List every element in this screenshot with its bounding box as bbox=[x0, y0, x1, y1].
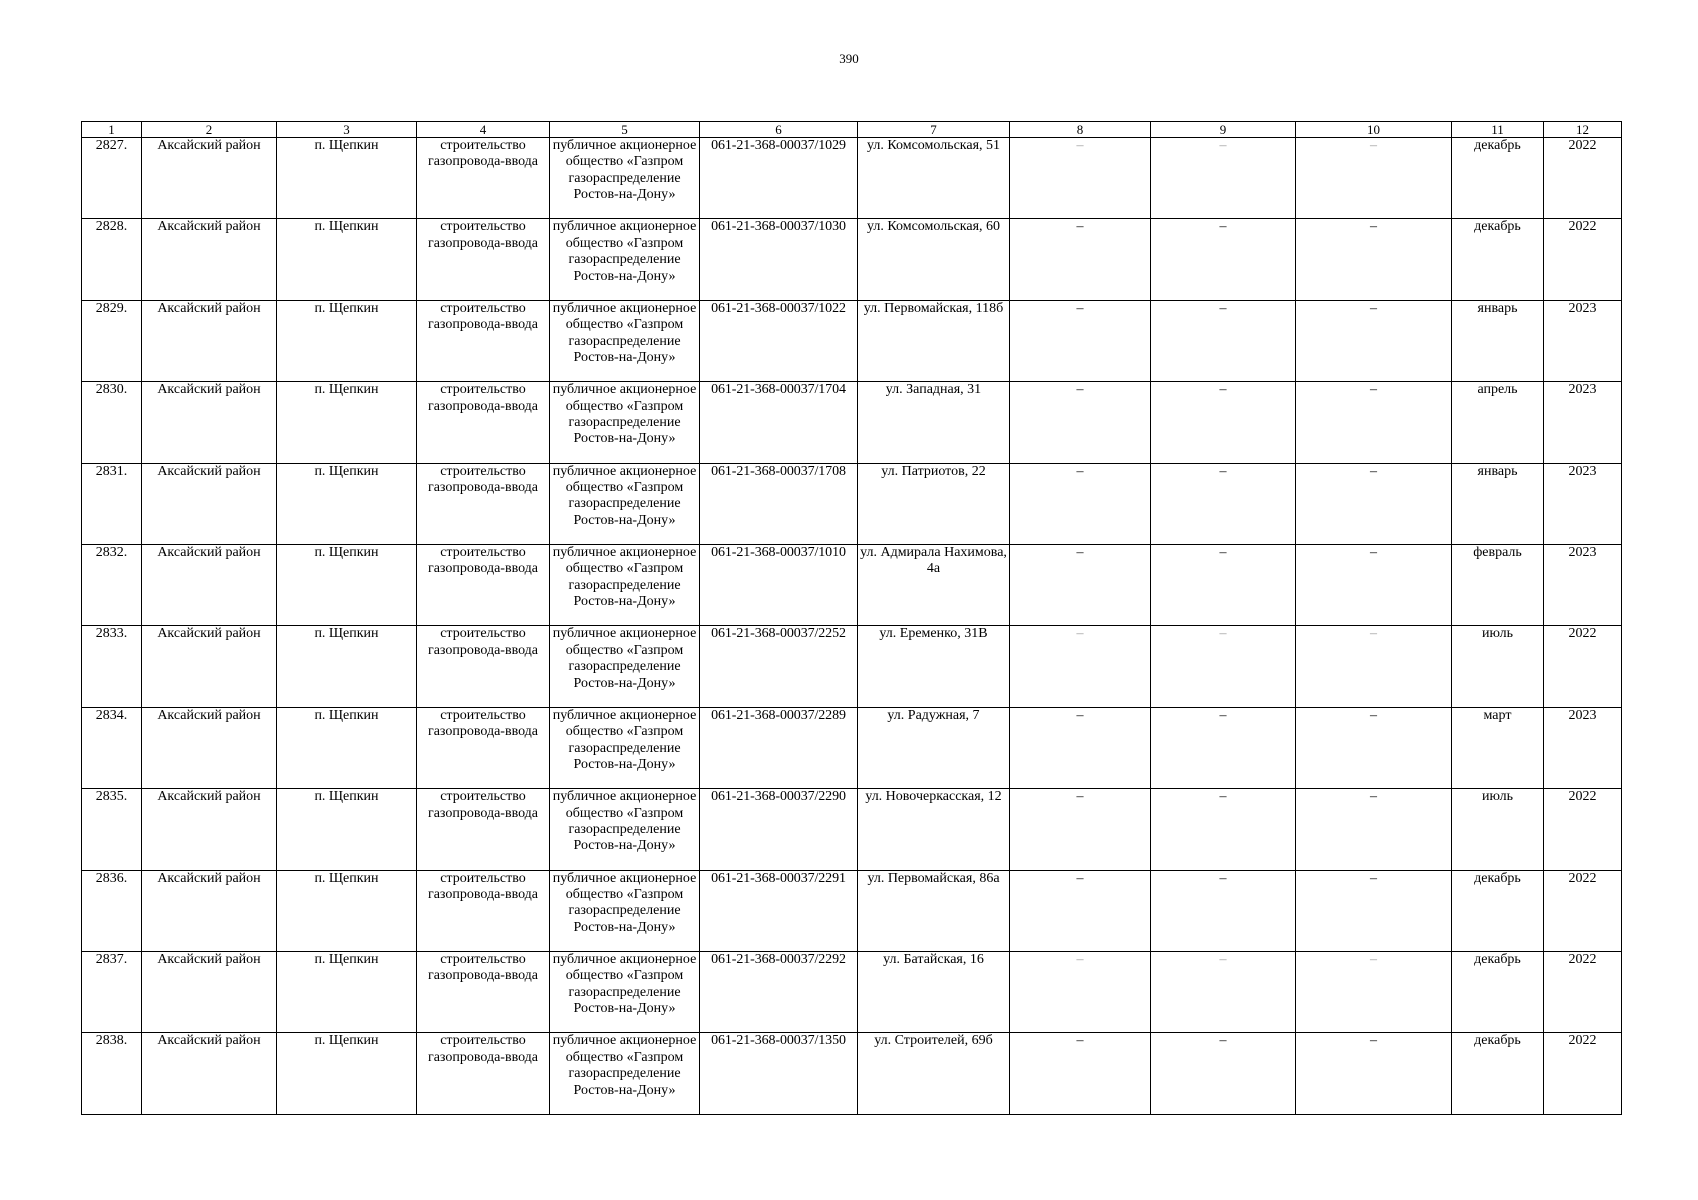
settlement-cell: п. Щепкин bbox=[277, 1033, 417, 1114]
registry-code-cell: 061-21-368-00037/2291 bbox=[700, 870, 858, 951]
settlement-cell: п. Щепкин bbox=[277, 300, 417, 381]
table-row bbox=[82, 382, 1622, 463]
district-cell: Аксайский район bbox=[142, 626, 277, 707]
table-row bbox=[82, 1033, 1622, 1114]
year-cell: 2022 bbox=[1544, 951, 1622, 1032]
column-9-cell: – bbox=[1151, 707, 1296, 788]
work-type-cell: строительство газопровода-ввода bbox=[417, 789, 550, 870]
registry-code-cell: 061-21-368-00037/1350 bbox=[700, 1033, 858, 1114]
month-cell: декабрь bbox=[1452, 951, 1544, 1032]
owner-cell: публичное акционерное общество «Газпром газораспределение Ростов-на-Дону» bbox=[550, 870, 700, 951]
address-cell: ул. Комсомольская, 60 bbox=[858, 219, 1010, 300]
column-10-cell: – bbox=[1296, 1033, 1452, 1114]
work-type-cell: строительство газопровода-ввода bbox=[417, 1033, 550, 1114]
table-row bbox=[82, 870, 1622, 951]
column-header-2: 2 bbox=[142, 122, 277, 138]
header-row bbox=[82, 122, 1622, 138]
column-10-cell: – bbox=[1296, 382, 1452, 463]
district-cell: Аксайский район bbox=[142, 138, 277, 219]
page-number: 390 bbox=[839, 51, 859, 66]
column-10-cell: – bbox=[1296, 463, 1452, 544]
district-cell: Аксайский район bbox=[142, 707, 277, 788]
column-8-cell: – bbox=[1010, 870, 1151, 951]
row-number-cell: 2838. bbox=[82, 1033, 142, 1114]
registry-code-cell: 061-21-368-00037/2252 bbox=[700, 626, 858, 707]
table-row bbox=[82, 219, 1622, 300]
address-cell: ул. Первомайская, 118б bbox=[858, 300, 1010, 381]
column-8-cell: – bbox=[1010, 626, 1151, 707]
column-9-cell: – bbox=[1151, 219, 1296, 300]
work-type-cell: строительство газопровода-ввода bbox=[417, 382, 550, 463]
column-9-cell: – bbox=[1151, 951, 1296, 1032]
year-cell: 2023 bbox=[1544, 300, 1622, 381]
month-cell: март bbox=[1452, 707, 1544, 788]
table-row bbox=[82, 544, 1622, 625]
row-number-cell: 2830. bbox=[82, 382, 142, 463]
month-cell: апрель bbox=[1452, 382, 1544, 463]
year-cell: 2023 bbox=[1544, 463, 1622, 544]
owner-cell: публичное акционерное общество «Газпром газораспределение Ростов-на-Дону» bbox=[550, 382, 700, 463]
district-cell: Аксайский район bbox=[142, 789, 277, 870]
address-cell: ул. Первомайская, 86а bbox=[858, 870, 1010, 951]
work-type-cell: строительство газопровода-ввода bbox=[417, 951, 550, 1032]
year-cell: 2023 bbox=[1544, 382, 1622, 463]
column-8-cell: – bbox=[1010, 219, 1151, 300]
column-10-cell: – bbox=[1296, 544, 1452, 625]
column-header-11: 11 bbox=[1452, 122, 1544, 138]
column-9-cell: – bbox=[1151, 382, 1296, 463]
row-number-cell: 2835. bbox=[82, 789, 142, 870]
address-cell: ул. Батайская, 16 bbox=[858, 951, 1010, 1032]
owner-cell: публичное акционерное общество «Газпром газораспределение Ростов-на-Дону» bbox=[550, 1033, 700, 1114]
settlement-cell: п. Щепкин bbox=[277, 463, 417, 544]
year-cell: 2022 bbox=[1544, 789, 1622, 870]
table-row bbox=[82, 789, 1622, 870]
address-cell: ул. Еременко, 31В bbox=[858, 626, 1010, 707]
column-8-cell: – bbox=[1010, 1033, 1151, 1114]
year-cell: 2023 bbox=[1544, 707, 1622, 788]
registry-code-cell: 061-21-368-00037/1010 bbox=[700, 544, 858, 625]
column-8-cell: – bbox=[1010, 544, 1151, 625]
column-8-cell: – bbox=[1010, 138, 1151, 219]
column-9-cell: – bbox=[1151, 463, 1296, 544]
owner-cell: публичное акционерное общество «Газпром газораспределение Ростов-на-Дону» bbox=[550, 463, 700, 544]
table-header bbox=[82, 122, 1622, 138]
settlement-cell: п. Щепкин bbox=[277, 951, 417, 1032]
row-number-cell: 2831. bbox=[82, 463, 142, 544]
row-number-cell: 2829. bbox=[82, 300, 142, 381]
year-cell: 2023 bbox=[1544, 544, 1622, 625]
table-row bbox=[82, 951, 1622, 1032]
table-row bbox=[82, 626, 1622, 707]
month-cell: февраль bbox=[1452, 544, 1544, 625]
settlement-cell: п. Щепкин bbox=[277, 707, 417, 788]
settlement-cell: п. Щепкин bbox=[277, 382, 417, 463]
table-row bbox=[82, 300, 1622, 381]
owner-cell: публичное акционерное общество «Газпром газораспределение Ростов-на-Дону» bbox=[550, 626, 700, 707]
column-header-4: 4 bbox=[417, 122, 550, 138]
settlement-cell: п. Щепкин bbox=[277, 789, 417, 870]
year-cell: 2022 bbox=[1544, 138, 1622, 219]
owner-cell: публичное акционерное общество «Газпром газораспределение Ростов-на-Дону» bbox=[550, 707, 700, 788]
row-number-cell: 2827. bbox=[82, 138, 142, 219]
column-8-cell: – bbox=[1010, 382, 1151, 463]
district-cell: Аксайский район bbox=[142, 219, 277, 300]
month-cell: январь bbox=[1452, 463, 1544, 544]
work-type-cell: строительство газопровода-ввода bbox=[417, 463, 550, 544]
owner-cell: публичное акционерное общество «Газпром газораспределение Ростов-на-Дону» bbox=[550, 544, 700, 625]
table-body bbox=[82, 138, 1622, 1115]
owner-cell: публичное акционерное общество «Газпром газораспределение Ростов-на-Дону» bbox=[550, 300, 700, 381]
settlement-cell: п. Щепкин bbox=[277, 219, 417, 300]
row-number-cell: 2836. bbox=[82, 870, 142, 951]
registry-code-cell: 061-21-368-00037/2292 bbox=[700, 951, 858, 1032]
registry-code-cell: 061-21-368-00037/1708 bbox=[700, 463, 858, 544]
year-cell: 2022 bbox=[1544, 1033, 1622, 1114]
row-number-cell: 2837. bbox=[82, 951, 142, 1032]
column-10-cell: – bbox=[1296, 951, 1452, 1032]
month-cell: декабрь bbox=[1452, 1033, 1544, 1114]
column-header-9: 9 bbox=[1151, 122, 1296, 138]
registry-table bbox=[81, 121, 1622, 1115]
settlement-cell: п. Щепкин bbox=[277, 870, 417, 951]
address-cell: ул. Патриотов, 22 bbox=[858, 463, 1010, 544]
column-10-cell: – bbox=[1296, 138, 1452, 219]
column-9-cell: – bbox=[1151, 1033, 1296, 1114]
registry-code-cell: 061-21-368-00037/1022 bbox=[700, 300, 858, 381]
row-number-cell: 2833. bbox=[82, 626, 142, 707]
column-9-cell: – bbox=[1151, 626, 1296, 707]
column-10-cell: – bbox=[1296, 789, 1452, 870]
column-10-cell: – bbox=[1296, 707, 1452, 788]
row-number-cell: 2828. bbox=[82, 219, 142, 300]
owner-cell: публичное акционерное общество «Газпром газораспределение Ростов-на-Дону» bbox=[550, 951, 700, 1032]
registry-code-cell: 061-21-368-00037/2289 bbox=[700, 707, 858, 788]
work-type-cell: строительство газопровода-ввода bbox=[417, 219, 550, 300]
month-cell: декабрь bbox=[1452, 870, 1544, 951]
year-cell: 2022 bbox=[1544, 626, 1622, 707]
address-cell: ул. Строителей, 69б bbox=[858, 1033, 1010, 1114]
table-row bbox=[82, 707, 1622, 788]
settlement-cell: п. Щепкин bbox=[277, 138, 417, 219]
address-cell: ул. Комсомольская, 51 bbox=[858, 138, 1010, 219]
column-8-cell: – bbox=[1010, 951, 1151, 1032]
column-8-cell: – bbox=[1010, 300, 1151, 381]
registry-code-cell: 061-21-368-00037/1030 bbox=[700, 219, 858, 300]
district-cell: Аксайский район bbox=[142, 382, 277, 463]
settlement-cell: п. Щепкин bbox=[277, 626, 417, 707]
table-row bbox=[82, 463, 1622, 544]
registry-code-cell: 061-21-368-00037/1029 bbox=[700, 138, 858, 219]
district-cell: Аксайский район bbox=[142, 870, 277, 951]
district-cell: Аксайский район bbox=[142, 951, 277, 1032]
address-cell: ул. Адмирала Нахимова, 4а bbox=[858, 544, 1010, 625]
work-type-cell: строительство газопровода-ввода bbox=[417, 300, 550, 381]
row-number-cell: 2832. bbox=[82, 544, 142, 625]
column-9-cell: – bbox=[1151, 300, 1296, 381]
month-cell: июль bbox=[1452, 626, 1544, 707]
district-cell: Аксайский район bbox=[142, 1033, 277, 1114]
column-8-cell: – bbox=[1010, 707, 1151, 788]
address-cell: ул. Радужная, 7 bbox=[858, 707, 1010, 788]
address-cell: ул. Западная, 31 bbox=[858, 382, 1010, 463]
table-row bbox=[82, 138, 1622, 219]
owner-cell: публичное акционерное общество «Газпром газораспределение Ростов-на-Дону» bbox=[550, 138, 700, 219]
month-cell: декабрь bbox=[1452, 219, 1544, 300]
column-9-cell: – bbox=[1151, 789, 1296, 870]
work-type-cell: строительство газопровода-ввода bbox=[417, 870, 550, 951]
work-type-cell: строительство газопровода-ввода bbox=[417, 138, 550, 219]
column-10-cell: – bbox=[1296, 300, 1452, 381]
column-header-1: 1 bbox=[82, 122, 142, 138]
month-cell: январь bbox=[1452, 300, 1544, 381]
district-cell: Аксайский район bbox=[142, 300, 277, 381]
column-10-cell: – bbox=[1296, 870, 1452, 951]
district-cell: Аксайский район bbox=[142, 463, 277, 544]
column-9-cell: – bbox=[1151, 870, 1296, 951]
column-header-8: 8 bbox=[1010, 122, 1151, 138]
column-header-10: 10 bbox=[1296, 122, 1452, 138]
month-cell: июль bbox=[1452, 789, 1544, 870]
address-cell: ул. Новочеркасская, 12 bbox=[858, 789, 1010, 870]
work-type-cell: строительство газопровода-ввода bbox=[417, 707, 550, 788]
month-cell: декабрь bbox=[1452, 138, 1544, 219]
column-8-cell: – bbox=[1010, 463, 1151, 544]
owner-cell: публичное акционерное общество «Газпром газораспределение Ростов-на-Дону» bbox=[550, 789, 700, 870]
year-cell: 2022 bbox=[1544, 870, 1622, 951]
registry-code-cell: 061-21-368-00037/2290 bbox=[700, 789, 858, 870]
column-header-6: 6 bbox=[700, 122, 858, 138]
column-9-cell: – bbox=[1151, 138, 1296, 219]
work-type-cell: строительство газопровода-ввода bbox=[417, 544, 550, 625]
column-10-cell: – bbox=[1296, 219, 1452, 300]
registry-code-cell: 061-21-368-00037/1704 bbox=[700, 382, 858, 463]
owner-cell: публичное акционерное общество «Газпром газораспределение Ростов-на-Дону» bbox=[550, 219, 700, 300]
column-8-cell: – bbox=[1010, 789, 1151, 870]
row-number-cell: 2834. bbox=[82, 707, 142, 788]
column-header-12: 12 bbox=[1544, 122, 1622, 138]
column-header-5: 5 bbox=[550, 122, 700, 138]
column-header-7: 7 bbox=[858, 122, 1010, 138]
column-10-cell: – bbox=[1296, 626, 1452, 707]
column-header-3: 3 bbox=[277, 122, 417, 138]
settlement-cell: п. Щепкин bbox=[277, 544, 417, 625]
work-type-cell: строительство газопровода-ввода bbox=[417, 626, 550, 707]
year-cell: 2022 bbox=[1544, 219, 1622, 300]
column-9-cell: – bbox=[1151, 544, 1296, 625]
district-cell: Аксайский район bbox=[142, 544, 277, 625]
